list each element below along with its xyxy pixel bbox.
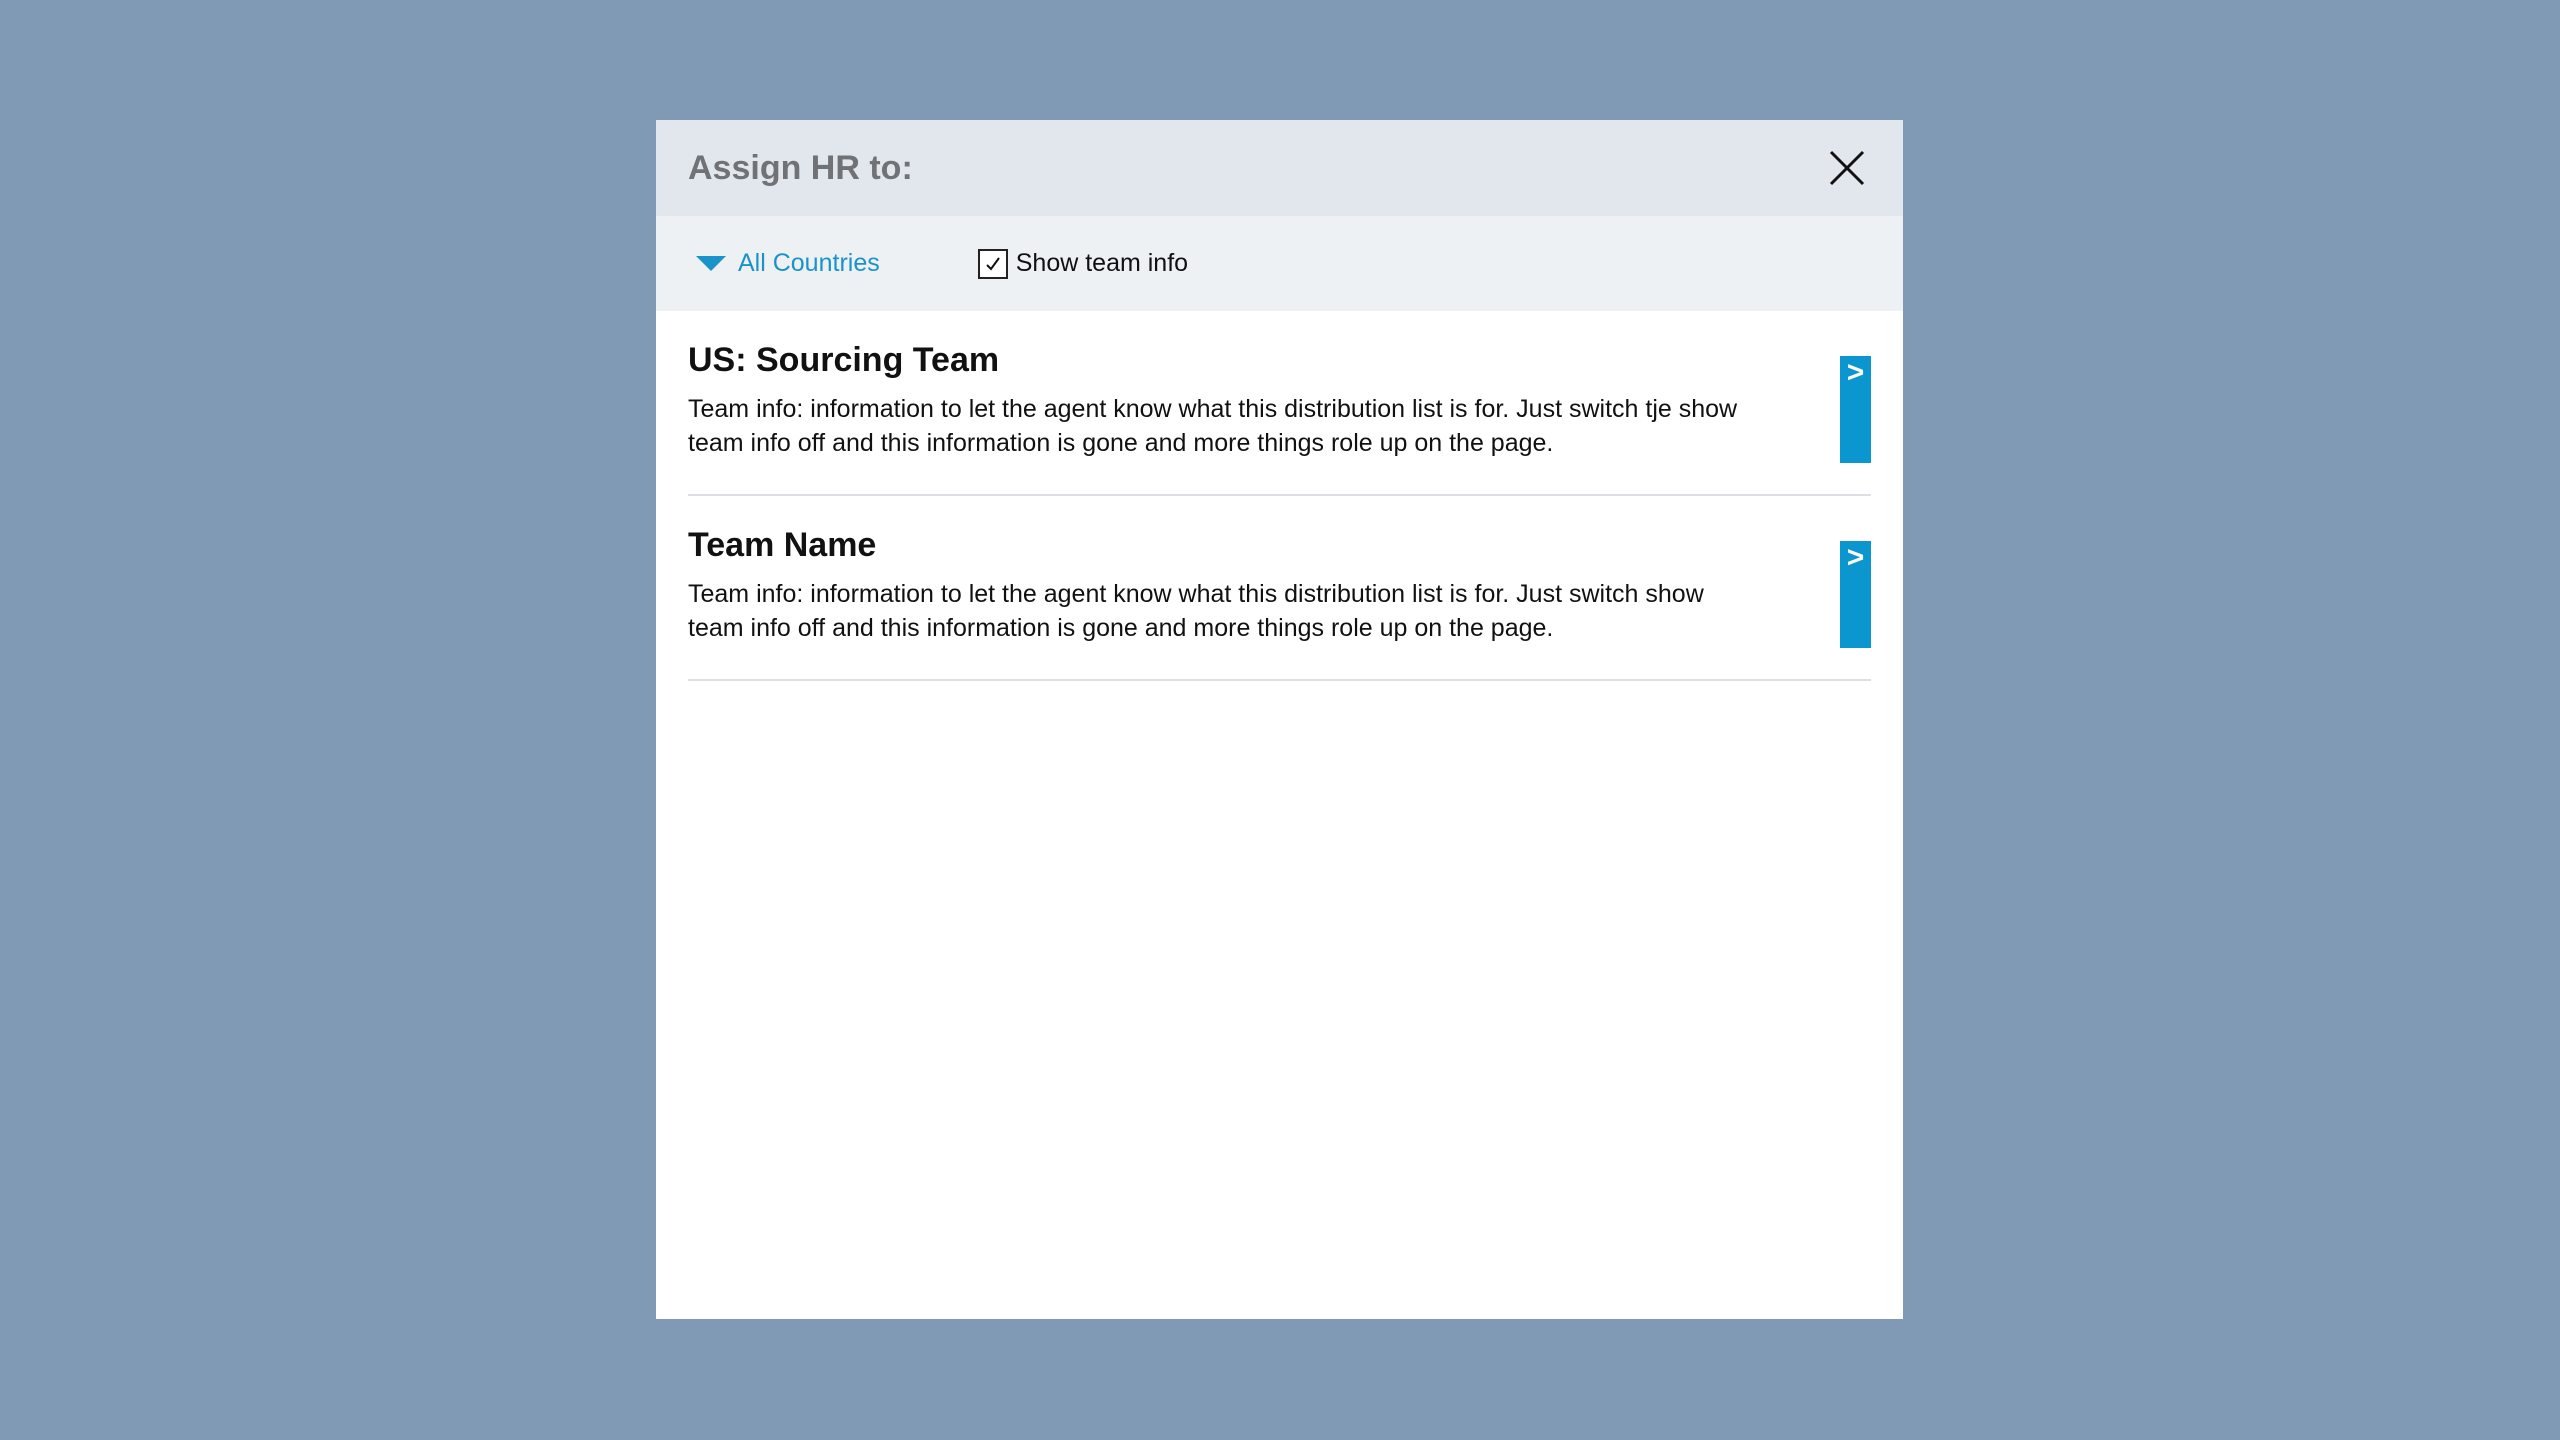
filter-toolbar bbox=[656, 216, 1903, 311]
country-filter-dropdown[interactable] bbox=[696, 249, 880, 278]
country-filter-label: All Countries bbox=[738, 249, 880, 277]
list-item bbox=[688, 496, 1871, 681]
team-name: Team Name bbox=[688, 526, 877, 564]
dialog-title: Assign HR to: bbox=[688, 148, 913, 187]
select-team-button[interactable]: > bbox=[1840, 356, 1871, 463]
checkmark-icon bbox=[984, 255, 1002, 273]
assign-hr-dialog bbox=[656, 120, 1903, 1319]
team-info: Team info: information to let the agent know what this distribution list is for. Just switch tje show team info off and this information is gone and more things role up on the page. bbox=[688, 395, 1738, 457]
list-item bbox=[688, 311, 1871, 496]
team-list bbox=[656, 311, 1903, 681]
team-name: US: Sourcing Team bbox=[688, 341, 1000, 379]
select-team-button[interactable]: > bbox=[1840, 541, 1871, 648]
show-team-info-label: Show team info bbox=[1015, 249, 1189, 277]
close-icon bbox=[1823, 144, 1871, 192]
team-info: Team info: information to let the agent know what this distribution list is for. Just switch show team info off and this information is gone and more things role up on the page. bbox=[688, 580, 1704, 642]
close-button[interactable] bbox=[1823, 144, 1871, 192]
show-team-info-toggle[interactable] bbox=[978, 249, 1188, 279]
show-team-info-checkbox[interactable] bbox=[978, 249, 1008, 279]
caret-down-icon bbox=[696, 256, 726, 271]
dialog-header bbox=[656, 120, 1903, 216]
